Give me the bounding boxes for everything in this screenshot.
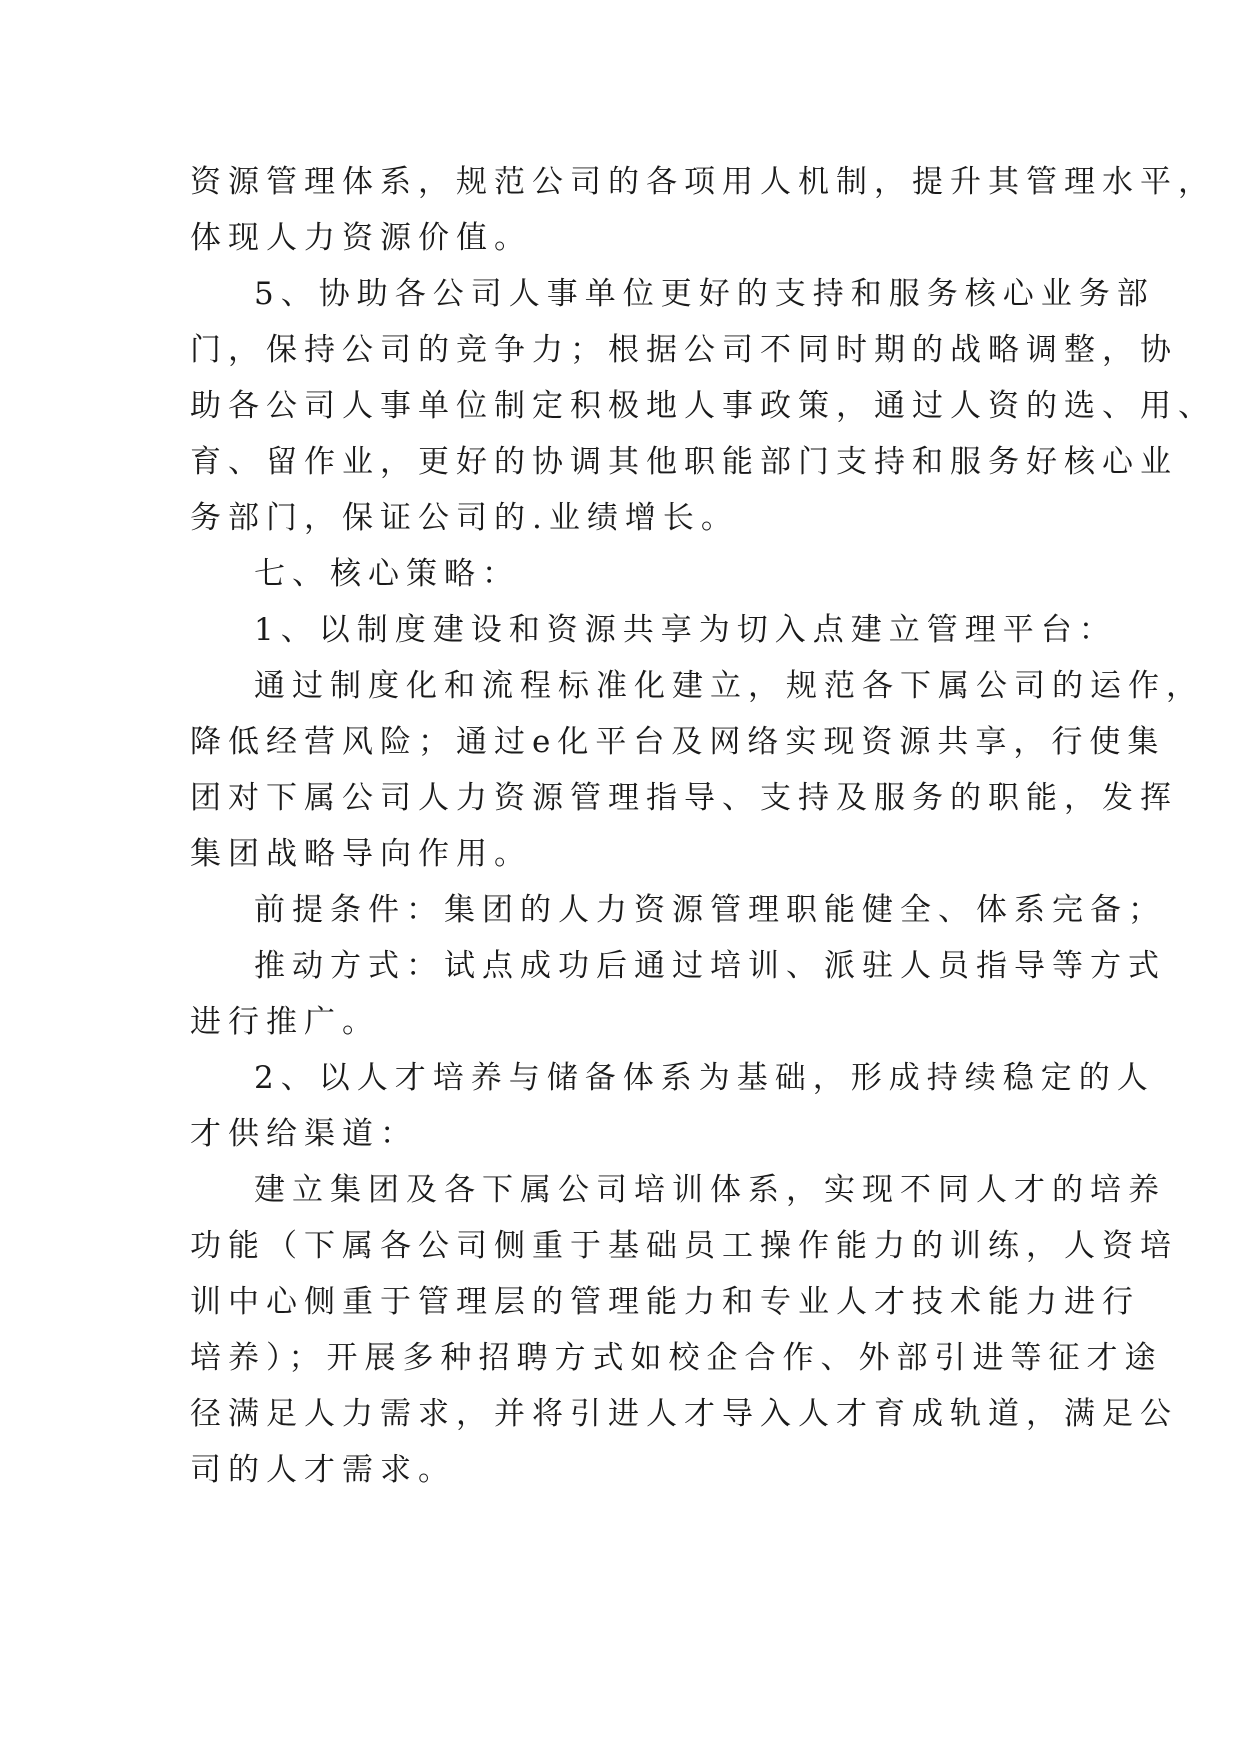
paragraph-line: 助各公司人事单位制定积极地人事政策，通过人资的选、用、 bbox=[190, 388, 1216, 424]
paragraph-line: 务部门，保证公司的.业绩增长。 bbox=[190, 500, 739, 536]
paragraph-line: 推动方式：试点成功后通过培训、派驻人员指导等方式 bbox=[254, 948, 1166, 984]
paragraph-line: 门，保持公司的竞争力；根据公司不同时期的战略调整，协 bbox=[190, 332, 1178, 368]
paragraph-line: 培养）；开展多种招聘方式如校企合作、外部引进等征才途 bbox=[190, 1340, 1163, 1376]
paragraph-line: 前提条件：集团的人力资源管理职能健全、体系完备； bbox=[254, 892, 1166, 928]
paragraph-line: 体现人力资源价值。 bbox=[190, 220, 532, 256]
subheading-line: 1、以制度建设和资源共享为切入点建立管理平台： bbox=[254, 612, 1117, 648]
paragraph-line: 团对下属公司人力资源管理指导、支持及服务的职能，发挥 bbox=[190, 780, 1178, 816]
paragraph-line: 资源管理体系，规范公司的各项用人机制，提升其管理水平， bbox=[190, 164, 1216, 200]
paragraph-line: 5、协助各公司人事单位更好的支持和服务核心业务部 bbox=[254, 276, 1155, 312]
paragraph-line: 育、留作业，更好的协调其他职能部门支持和服务好核心业 bbox=[190, 444, 1178, 480]
paragraph-line: 径满足人力需求，并将引进人才导入人才育成轨道，满足公 bbox=[190, 1396, 1178, 1432]
paragraph-line: 功能（下属各公司侧重于基础员工操作能力的训练，人资培 bbox=[190, 1228, 1178, 1264]
subheading-line: 2、以人才培养与储备体系为基础，形成持续稳定的人 bbox=[254, 1060, 1155, 1096]
paragraph-line: 集团战略导向作用。 bbox=[190, 836, 532, 872]
paragraph-line: 进行推广。 bbox=[190, 1004, 380, 1040]
paragraph-line: 降低经营风险；通过e化平台及网络实现资源共享，行使集 bbox=[190, 724, 1166, 760]
section-heading: 七、核心策略： bbox=[254, 556, 520, 592]
paragraph-line: 才供给渠道： bbox=[190, 1116, 418, 1152]
paragraph-line: 建立集团及各下属公司培训体系，实现不同人才的培养 bbox=[254, 1172, 1166, 1208]
paragraph-line: 司的人才需求。 bbox=[190, 1452, 456, 1488]
paragraph-line: 训中心侧重于管理层的管理能力和专业人才技术能力进行 bbox=[190, 1284, 1140, 1320]
paragraph-line: 通过制度化和流程标准化建立，规范各下属公司的运作， bbox=[254, 668, 1204, 704]
